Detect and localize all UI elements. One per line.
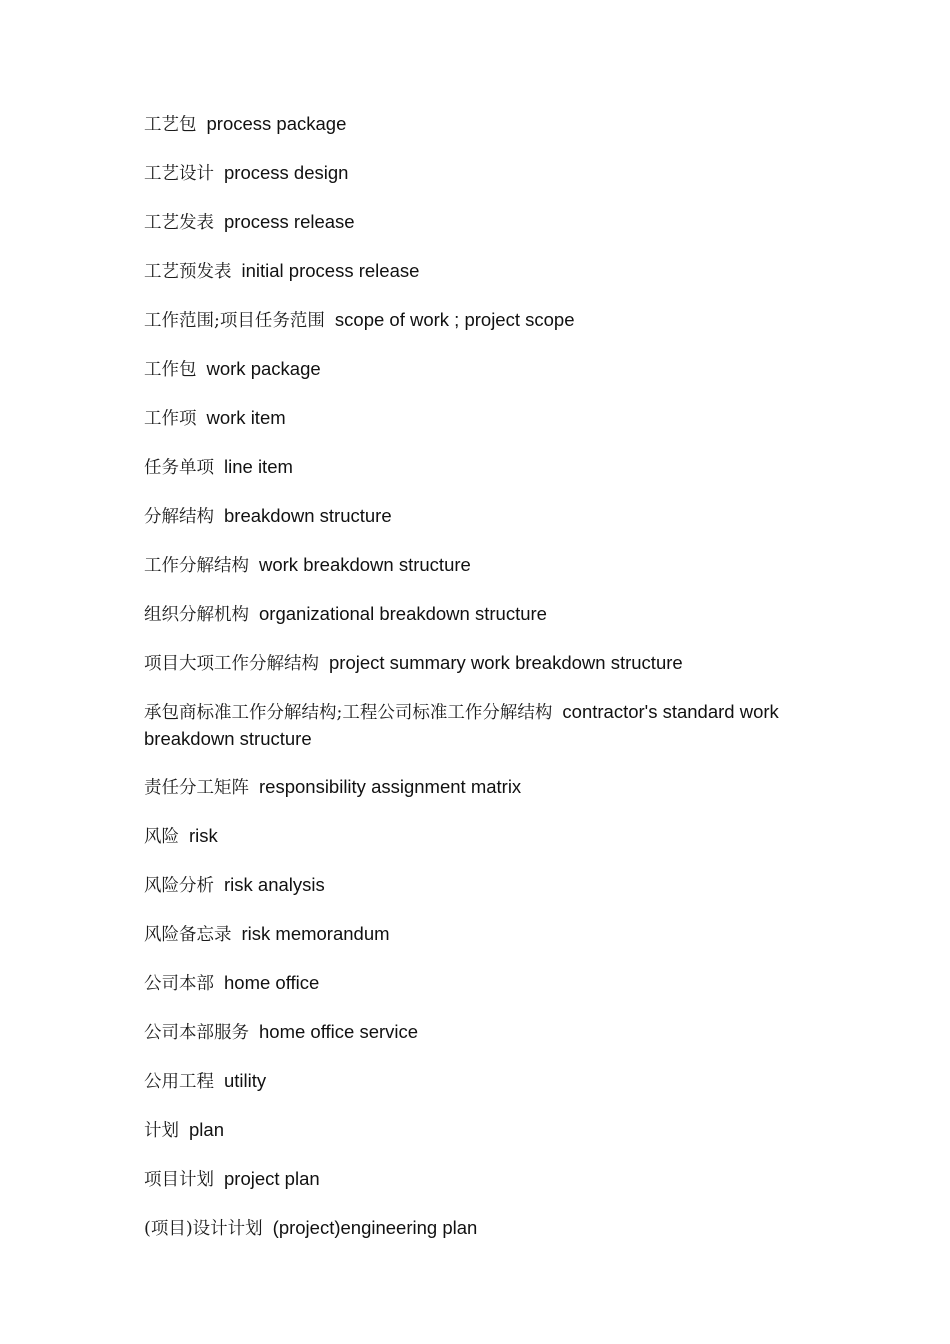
entry-chinese-term: 工作分解结构: [144, 556, 249, 576]
glossary-entry: [144, 601, 794, 628]
entry-chinese-term: 公用工程: [144, 1072, 214, 1092]
glossary-entry: [144, 872, 794, 899]
glossary-entry: [144, 503, 794, 530]
entry-chinese-term: 工作范围;项目任务范围: [144, 311, 325, 331]
glossary-entry: [144, 1019, 794, 1046]
entry-english-term: home office: [224, 972, 320, 993]
glossary-list: [144, 111, 794, 1264]
entry-english-term: utility: [224, 1070, 267, 1091]
entry-chinese-term: 公司本部: [144, 974, 214, 994]
entry-chinese-term: 工艺发表: [144, 213, 214, 233]
entry-chinese-term: 任务单项: [144, 458, 214, 478]
entry-english-term: risk: [189, 825, 218, 846]
glossary-entry: [144, 774, 794, 801]
glossary-entry: [144, 454, 794, 481]
entry-chinese-term: (项目)设计计划: [144, 1219, 263, 1239]
glossary-entry: [144, 921, 794, 948]
entry-chinese-term: 计划: [144, 1121, 179, 1141]
entry-chinese-term: 责任分工矩阵: [144, 778, 249, 798]
entry-chinese-term: 工作包: [144, 360, 197, 380]
glossary-entry: [144, 1166, 794, 1193]
entry-english-term: (project)engineering plan: [272, 1217, 478, 1238]
entry-chinese-term: 工艺预发表: [144, 262, 232, 282]
glossary-entry: [144, 356, 794, 383]
glossary-entry: [144, 258, 794, 285]
glossary-entry: [144, 1117, 794, 1144]
entry-english-term: breakdown structure: [224, 505, 392, 526]
glossary-entry: [144, 111, 794, 138]
entry-english-term: plan: [189, 1119, 224, 1140]
entry-chinese-term: 项目计划: [144, 1170, 214, 1190]
entry-english-term: work item: [206, 407, 286, 428]
entry-chinese-term: 项目大项工作分解结构: [144, 654, 319, 674]
entry-english-term: line item: [224, 456, 293, 477]
entry-english-term: scope of work ; project scope: [334, 309, 575, 330]
glossary-entry: [144, 209, 794, 236]
entry-english-term: risk analysis: [224, 874, 325, 895]
entry-chinese-term: 风险: [144, 827, 179, 847]
entry-english-term: work package: [206, 358, 321, 379]
entry-english-term: home office service: [259, 1021, 419, 1042]
entry-chinese-term: 组织分解机构: [144, 605, 249, 625]
glossary-entry: [144, 1068, 794, 1095]
entry-english-term: responsibility assignment matrix: [259, 776, 522, 797]
entry-english-term: contractor's standard work breakdown structure: [144, 701, 779, 749]
glossary-entry: [144, 650, 794, 677]
entry-chinese-term: 风险备忘录: [144, 925, 232, 945]
entry-english-term: project plan: [224, 1168, 320, 1189]
entry-english-term: process design: [224, 162, 349, 183]
entry-chinese-term: 工艺包: [144, 115, 197, 135]
entry-chinese-term: 工艺设计: [144, 164, 214, 184]
entry-chinese-term: 风险分析: [144, 876, 214, 896]
glossary-entry: [144, 699, 794, 752]
glossary-entry: [144, 1215, 794, 1242]
glossary-entry: [144, 552, 794, 579]
entry-chinese-term: 工作项: [144, 409, 197, 429]
glossary-entry: [144, 307, 794, 334]
glossary-entry: [144, 970, 794, 997]
entry-english-term: process package: [206, 113, 347, 134]
entry-english-term: risk memorandum: [241, 923, 390, 944]
entry-english-term: organizational breakdown structure: [259, 603, 547, 624]
glossary-entry: [144, 405, 794, 432]
entry-english-term: initial process release: [241, 260, 420, 281]
entry-english-term: process release: [224, 211, 355, 232]
entry-chinese-term: 分解结构: [144, 507, 214, 527]
glossary-entry: [144, 823, 794, 850]
glossary-entry: [144, 160, 794, 187]
entry-english-term: project summary work breakdown structure: [329, 652, 683, 673]
entry-english-term: work breakdown structure: [259, 554, 471, 575]
entry-chinese-term: 承包商标准工作分解结构;工程公司标准工作分解结构: [144, 703, 553, 723]
entry-chinese-term: 公司本部服务: [144, 1023, 249, 1043]
